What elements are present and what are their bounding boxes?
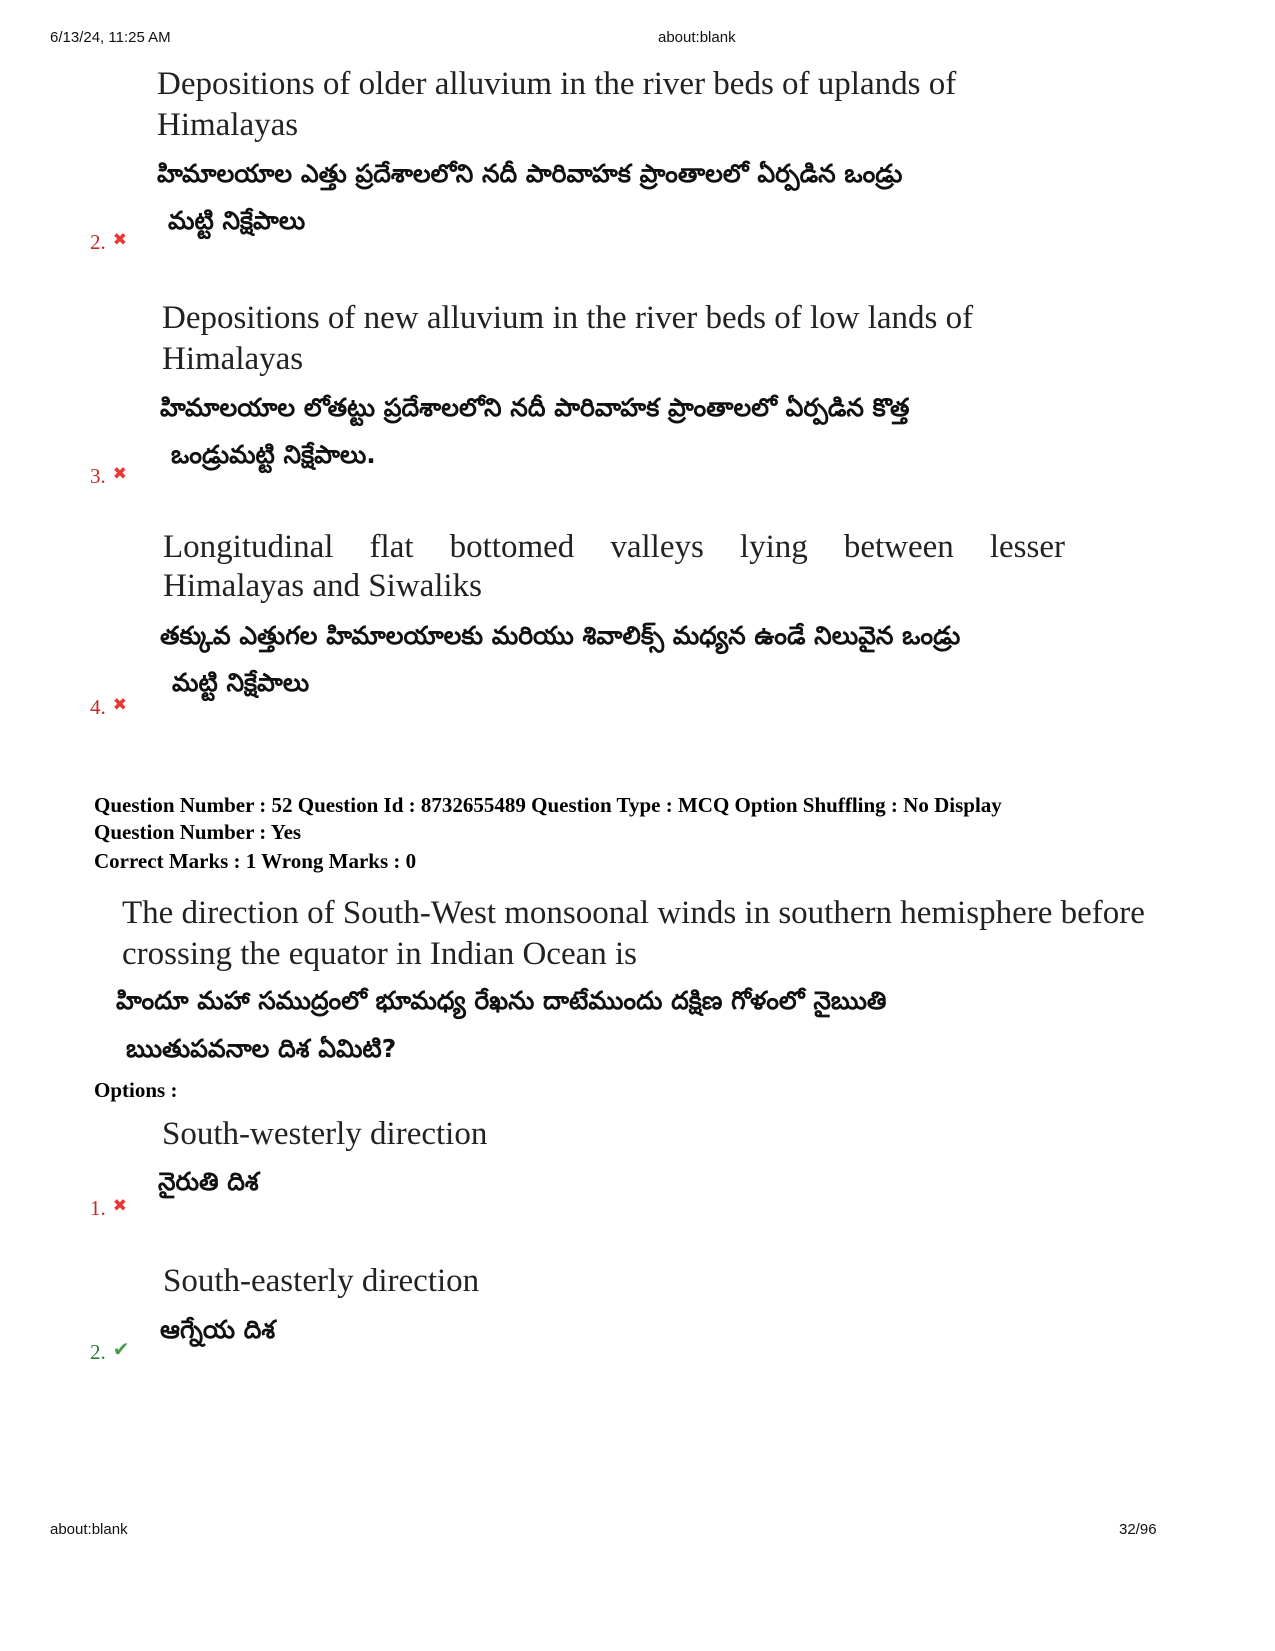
options-label: Options : [94,1078,178,1102]
correct-check-icon: ✔ [112,1337,130,1361]
option-telugu-text: ఒండ్రుమట్టి నిక్షేపాలు. [171,440,376,469]
option-number [90,1337,130,1365]
option-number-label: 4. [90,695,106,719]
question-telugu-text: ఋతుపవనాల దిశ ఏమిటి? [126,1034,397,1063]
option-number-label: 2. [90,230,106,254]
option-telugu-text: నైరుతి దిశ [158,1167,259,1196]
question-english-text: The direction of South-West monsoonal winds in southern hemisphere before crossing the equator in Indian Ocean is [122,895,1145,972]
option-number-label: 1. [90,1196,106,1220]
option-number [90,695,127,720]
option-english-text: Longitudinal flat bottomed valleys lying between lesser [163,529,1065,565]
question-meta-line: Question Number : 52 Question Id : 8732655489 Question Type : MCQ Option Shuffling : No Display [94,793,1002,817]
option-english-text: South-westerly direction [162,1116,488,1152]
wrong-mark-icon: ✖ [112,230,127,250]
option-telugu-text: మట్టి నిక్షేపాలు [172,668,310,697]
question-meta [94,792,1002,846]
footer-url: about:blank [50,1521,128,1538]
option-english-text: Himalayas and Siwaliks [163,568,482,604]
print-title: about:blank [658,29,736,46]
option-telugu-text: హిమాలయాల లోతట్టు ప్రదేశాలలోని నదీ పారివాహక ప్రాంతాలలో ఏర్పడిన కొత్త [160,393,910,422]
page-number: 32/96 [1119,1521,1157,1538]
question-marks: Correct Marks : 1 Wrong Marks : 0 [94,849,417,873]
option-telugu-text: తక్కువ ఎత్తుగల హిమాలయాలకు మరియు శివాలిక్స్ మధ్యన ఉండే నిలువైన ఒండ్రు [160,621,961,650]
print-datetime: 6/13/24, 11:25 AM [50,29,171,46]
option-telugu-text: హిమాలయాల ఎత్తు ప్రదేశాలలోని నదీ పారివాహక ప్రాంతాలలో ఏర్పడిన ఒండ్రు [157,159,903,188]
question-meta-line: Question Number : Yes [94,820,302,844]
option-number-label: 2. [90,1340,106,1364]
option-number-label: 3. [90,464,106,488]
option-english-text: Depositions of new alluvium in the river beds of low lands of Himalayas [162,300,974,377]
wrong-mark-icon: ✖ [112,695,127,715]
option-number [90,1196,127,1221]
wrong-mark-icon: ✖ [112,464,127,484]
question-telugu-text: హిందూ మహా సముద్రంలో భూమధ్య రేఖను దాటేముందు దక్షిణ గోళంలో నైఋతి [116,986,887,1015]
option-telugu-text: మట్టి నిక్షేపాలు [168,206,306,235]
option-number [90,230,127,255]
option-number [90,464,127,489]
option-telugu-text: ఆగ్నేయ దిశ [160,1315,276,1344]
option-english-text: South-easterly direction [163,1263,480,1299]
wrong-mark-icon: ✖ [112,1196,127,1216]
option-english-text: Depositions of older alluvium in the river beds of uplands of Himalayas [157,66,957,143]
